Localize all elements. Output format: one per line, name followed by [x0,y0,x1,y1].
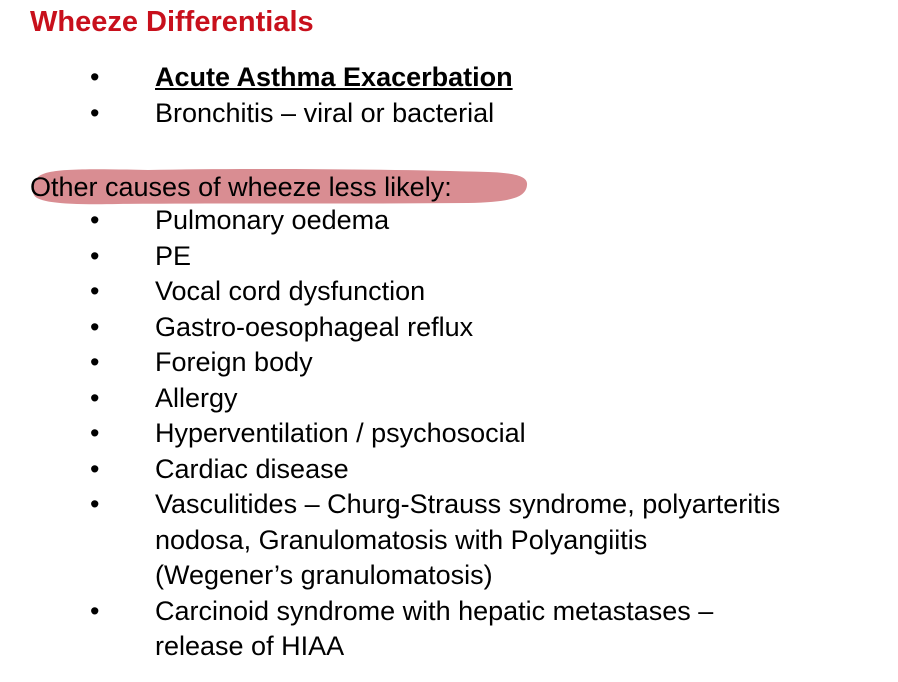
bullet: • [90,205,100,235]
list-item [0,96,513,132]
list-item [0,594,780,665]
bullet: • [90,453,100,484]
primary-differentials-list [0,60,513,131]
bullet: • [90,311,100,342]
list-item-text: Hyperventilation / psychosocial [155,418,526,448]
list-item-text: nodosa, Granulomatosis with Polyangiitis [155,524,648,555]
list-item-text: Acute Asthma Exacerbation [155,62,513,92]
bullet: • [90,418,100,448]
list-item [0,487,780,594]
bullet: • [90,382,100,413]
bullet: • [90,595,100,626]
slide-title: Wheeze Differentials [30,6,314,38]
list-item [0,452,780,488]
bullet: • [90,347,100,377]
subheading [30,169,452,205]
bullet: • [90,62,100,92]
bullet: • [90,489,100,519]
bullet: • [90,97,100,128]
list-item [0,274,780,310]
list-item [0,203,780,239]
list-item-text: Vasculitides – Churg-Strauss syndrome, polyarteritis [155,489,781,519]
list-item [0,416,780,452]
list-item-text: Vocal cord dysfunction [155,276,426,306]
list-item [0,381,780,417]
list-item-text: Gastro-oesophageal reflux [155,311,474,342]
list-item-text: Carcinoid syndrome with hepatic metastases – [155,595,714,626]
list-item [0,239,780,275]
other-causes-list [0,203,780,665]
list-item [0,345,780,381]
list-item [0,60,513,96]
list-item-text: Pulmonary oedema [155,205,390,235]
list-item-text: Allergy [155,382,238,413]
list-item-text: Bronchitis – viral or bacterial [155,97,495,128]
bullet: • [90,276,100,306]
bullet: • [90,240,100,271]
list-item-text: Cardiac disease [155,453,349,484]
list-item [0,310,780,346]
list-item-text: release of HIAA [155,631,345,661]
list-item-text: (Wegener’s granulomatosis) [155,560,493,590]
subheading-text: Other causes of wheeze less likely: [30,172,452,202]
list-item-text: Foreign body [155,347,313,377]
list-item-text: PE [155,240,192,271]
